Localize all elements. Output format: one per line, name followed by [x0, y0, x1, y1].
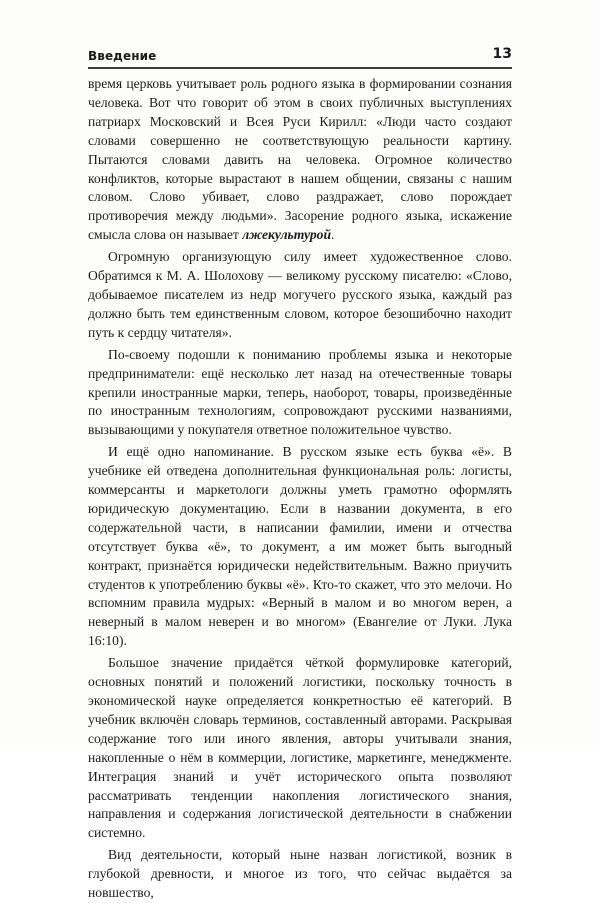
paragraph-5: Большое значение придаётся чёткой формулировке категорий, основных понятий и положений логистики, поскольку точность в экономической науке определяется конкретностью её категорий. В учебник включён словарь терминов, составленный авторами. Раскрывая содержание того или иного явления, авторы учитывали знания, накопленные о нём в коммерции, логистике, маркетинге, менеджменте. Интеграция знаний и учёт исторического опыта позволяют рассматривать тенденции накопления логистического знания, направления и содержания логистической деятельности в снабжении системно.	[88, 655, 512, 841]
page-number: 13	[492, 46, 512, 62]
paragraph-1-text: время церковь учитывает роль родного языка в формировании сознания человека. Вот что говорит об этом в своих публичных выступлениях патриарх Московский и Всея Руси Кирилл: «Люди часто создают словами совершенно не соответствующую реальности картину. Пытаются словами давить на человека. Огромное количество конфликтов, которые вырастают в нашем общении, связаны с нашим словом. Слово убивает, слово раздражает, слово порождает противоречия между людьми». Засорение родного языка, искажение смысла слова он называет	[88, 76, 512, 243]
body-text	[88, 75, 512, 903]
emphasized-term: лжекультурой	[242, 227, 331, 243]
paragraph-1	[88, 75, 512, 245]
header-rule	[88, 67, 512, 69]
paragraph-1-end: .	[331, 227, 335, 243]
paragraph-2: Огромную организующую силу имеет художественное слово. Обратимся к М. А. Шолохову — великому русскому писателю: «Слово, добываемое писателем из недр могучего русского языка, каждый раз должно быть тем единственным словом, которое безошибочно находит путь к сердцу читателя».	[88, 249, 512, 340]
paragraph-6: Вид деятельности, который ныне назван логистикой, возник в глубокой древности, и многое из того, что сейчас выдаётся за новшество,	[88, 847, 512, 901]
paragraph-4: И ещё одно напоминание. В русском языке есть буква «ё». В учебнике ей отведена дополнительная функциональная роль: логисты, коммерсанты и маркетологи должны уметь грамотно оформлять юридическую документацию. Если в названии документа, в его содержательной части, в написании фамилии, имени и отчества отсутствует буква «ё», то документ, а им может быть выгодный контракт, признаётся юридически недействительным. Важно приучить студентов к употреблению буквы «ё». Кто-то скажет, что это мелочи. Но вспомним правила мудрых: «Верный в малом и во многом верен, а неверный в малом неверен и во многом» (Евангелие от Луки. Лука 16:10).	[88, 444, 512, 649]
running-head	[88, 46, 512, 70]
section-title: Введение	[88, 49, 157, 63]
paragraph-3: По-своему подошли к пониманию проблемы языка и некоторые предприниматели: ещё несколько лет назад на отечественные товары крепили иностранные марки, теперь, наоборот, товары, произведённые по иностранным технологиям, сопровождают русскими названиями, вызывающими у покупателя ответное положительное чувство.	[88, 346, 512, 438]
